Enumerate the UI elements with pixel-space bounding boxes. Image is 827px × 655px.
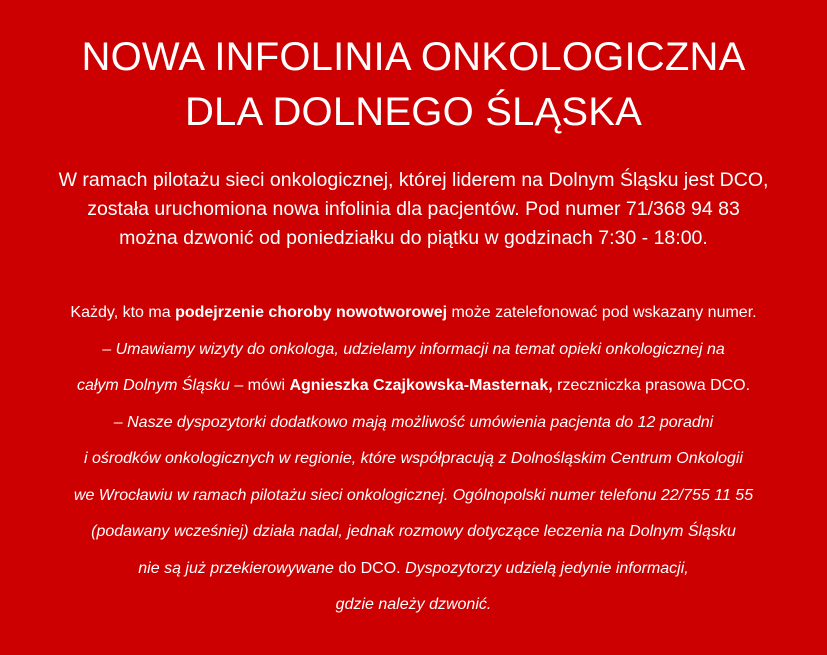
- spokesperson-name: Agnieszka Czajkowska-Masternak,: [289, 377, 553, 394]
- intro-line-1: W ramach pilotażu sieci onkologicznej, której liderem na Dolnym Śląsku jest DCO,: [58, 169, 769, 191]
- quote-line-7-start: nie są już przekierowywane: [138, 559, 334, 577]
- body-line-1-start: Każdy, kto ma: [70, 304, 176, 321]
- quote-line-4: i ośrodków onkologicznych w regionie, które współpracują z Dolnośląskim Centrum Onkologii: [84, 450, 743, 467]
- quote-line-2: [0, 368, 827, 405]
- quote-line-7-mid: do DCO.: [333, 559, 406, 577]
- quote-line-5: we Wrocławiu w ramach pilotażu sieci onkologicznej. Ogólnopolski numer telefonu 22/755 11 55: [73, 486, 754, 504]
- quote-line-7-end: Dyspozytorzy udzielą jedynie informacji,: [405, 559, 689, 577]
- poster-title: [0, 30, 827, 140]
- quote-line-1: – Umawiamy wizyty do onkologa, udzielamy informacji na temat opieki onkologicznej na: [102, 340, 725, 358]
- quote-line-6: (podawany wcześniej) działa nadal, jednak rozmowy dotyczące leczenia na Dolnym Śląsku: [91, 523, 736, 540]
- quote-line-8: gdzie należy dzwonić.: [335, 596, 492, 613]
- title-line-2: DLA DOLNEGO ŚLĄSKA: [184, 90, 643, 134]
- intro-line-3: można dzwonić od poniedziałku do piątku w godzinach 7:30 - 18:00.: [119, 227, 708, 249]
- title-line-1: NOWA INFOLINIA ONKOLOGICZNA: [81, 35, 746, 79]
- suspected-cancer-emphasis: podejrzenie choroby nowotworowej: [175, 304, 448, 321]
- spokesperson-role: rzeczniczka prasowa DCO.: [552, 377, 751, 394]
- body-line-1: [0, 295, 827, 332]
- intro-line-2: została uruchomiona nowa infolinia dla pacjentów. Pod numer 71/368 94 83: [87, 198, 740, 220]
- quote-line-7: [0, 551, 827, 588]
- quote-line-2-start: całym Dolnym Śląsku: [76, 377, 230, 394]
- body-text: [0, 295, 827, 624]
- intro-paragraph: [0, 166, 827, 253]
- quote-attribution: – mówi: [229, 377, 290, 394]
- body-line-1-end: może zatelefonować pod wskazany numer.: [447, 304, 757, 321]
- quote-line-3: – Nasze dyspozytorki dodatkowo mają możliwość umówienia pacjenta do 12 poradni: [113, 413, 714, 431]
